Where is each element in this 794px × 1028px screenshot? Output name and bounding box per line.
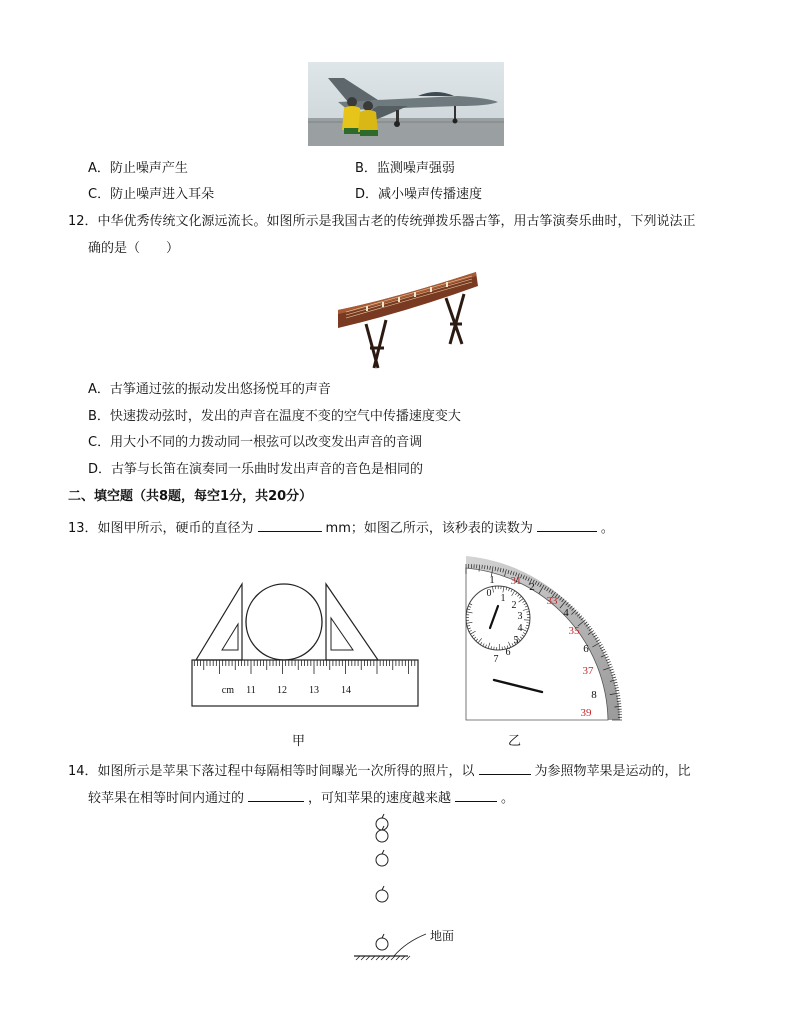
q11-option-d: D．减小噪声传播速度 [355,187,483,202]
q13-part1: 13．如图甲所示，硬币的直径为 [68,521,254,536]
apple-stem [382,934,384,938]
ruler-tick-14: 14 [341,685,351,696]
apple-stem [382,850,384,854]
inner-label-5: 5 [513,635,519,646]
q14-line2 [88,789,514,808]
apple-icon [376,818,388,830]
outer-label-4: 4 [563,607,569,619]
inner-label-6: 6 [505,647,511,658]
q13-blank-diameter[interactable] [258,519,322,532]
q12-option-c: C．用大小不同的力拨动同一根弦可以改变发出声音的音调 [88,435,423,450]
q13-blank-stopwatch[interactable] [537,519,597,532]
apple-stem [382,886,384,890]
inner-label-3: 3 [517,611,523,622]
q13-part2: mm；如图乙所示，该秒表的读数为 [325,521,533,536]
q11-option-c: C．防止噪声进入耳朵 [88,187,215,202]
guzheng-photo [336,268,478,372]
q13-part3: 。 [600,521,614,536]
q11-option-a: A．防止噪声产生 [88,161,188,176]
outer-label-6: 6 [583,643,589,655]
caption-jia: 甲 [292,734,306,749]
q14-line1-b: 为参照物苹果是运动的，比 [534,764,691,779]
q12-stem-line2: 确的是（ ） [88,241,180,256]
apple-icon [376,854,388,866]
inner-label-4: 4 [517,623,523,634]
caption-yi: 乙 [508,734,522,749]
inner-label-1: 1 [500,593,506,604]
apple-icon [376,890,388,902]
outer-label-33: 33 [546,595,558,607]
ruler-tick-13: 13 [309,685,319,696]
outer-label-1: 1 [489,574,495,586]
outer-label-35: 35 [568,625,580,637]
q13-stem [68,519,614,538]
stopwatch-figure [462,546,622,724]
q14-line2-b: ，可知苹果的速度越来越 [308,791,452,806]
outer-label-8: 8 [591,689,597,701]
ground-label: 地面 [430,929,455,943]
inner-label-2: 2 [511,600,517,611]
outer-label-31: 31 [510,575,522,587]
ruler-figure [188,578,424,710]
inner-label-7: 7 [493,654,499,665]
q11-option-b: B．监测噪声强弱 [355,161,455,176]
q14-line1-a: 14．如图所示是苹果下落过程中每隔相等时间曝光一次所得的照片，以 [68,764,475,779]
q12-option-d: D．古筝与长笛在演奏同一乐曲时发出声音的音色是相同的 [88,462,424,477]
section-title: 二、填空题（共8题，每空1分，共20分） [68,489,313,504]
ruler-tick-11: 11 [246,685,256,696]
apple-icon [376,830,388,842]
apple-icon [376,938,388,950]
q14-blank-reference[interactable] [479,762,531,775]
q14-line2-a: 较苹果在相等时间内通过的 [88,791,245,806]
q14-blank-distance[interactable] [248,789,304,802]
q12-option-a: A．古筝通过弦的振动发出悠扬悦耳的声音 [88,382,331,397]
q12-stem-line1: 12．中华优秀传统文化源远流长。如图所示是我国古老的传统弹拨乐器古筝，用古筝演奏乐曲时，下列说法正 [68,214,696,229]
q14-line1 [68,762,691,781]
jet-photo [308,62,504,146]
outer-label-39: 39 [580,707,592,719]
q14-line2-c: 。 [501,791,515,806]
ruler-unit: cm [221,685,234,696]
q14-blank-speed[interactable] [455,789,497,802]
apple-stem [382,814,384,818]
apple-figure [350,810,470,966]
ruler-tick-12: 12 [277,685,287,696]
inner-label-0: 0 [486,588,492,599]
outer-label-2: 2 [529,581,535,593]
q12-option-b: B．快速拨动弦时，发出的声音在温度不变的空气中传播速度变大 [88,409,461,424]
outer-label-37: 37 [582,665,594,677]
